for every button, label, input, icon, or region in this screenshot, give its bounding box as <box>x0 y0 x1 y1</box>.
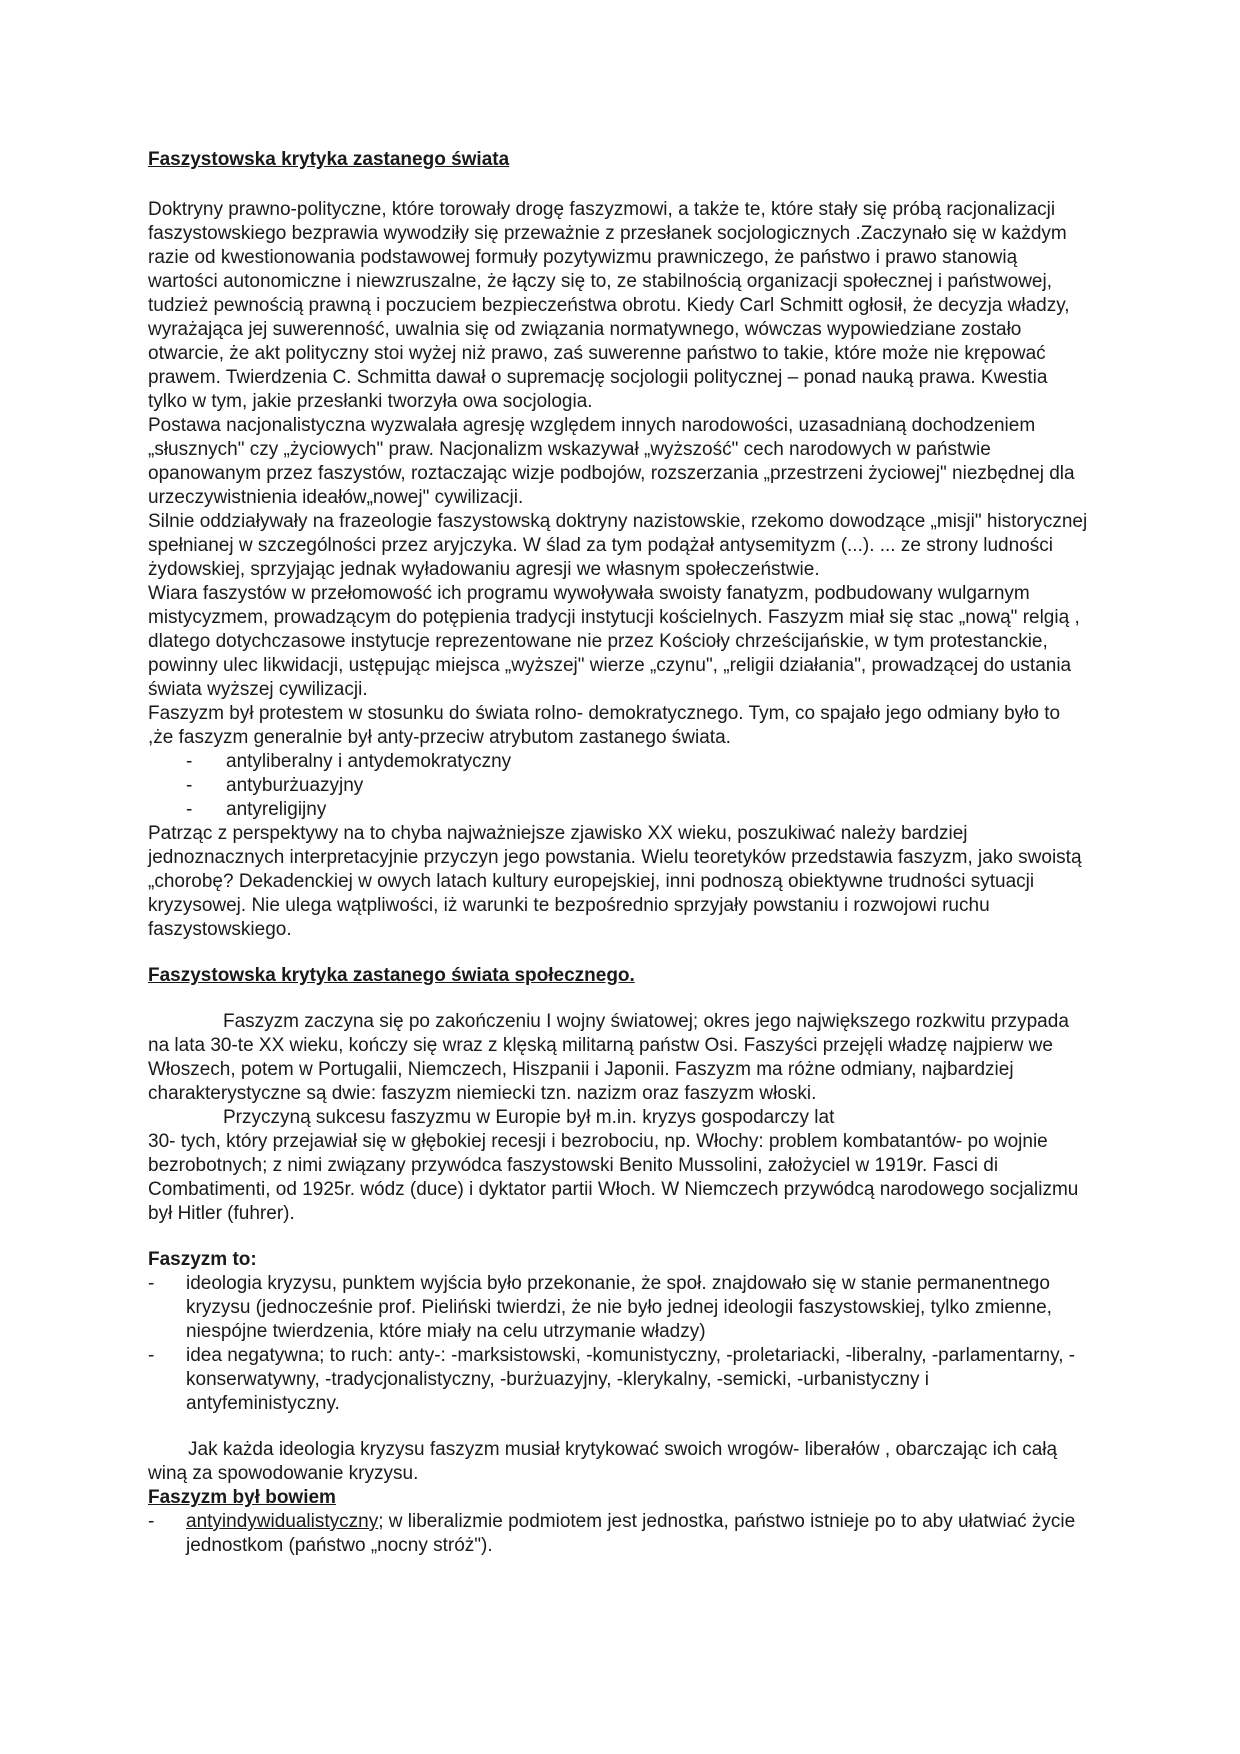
section2-title: Faszystowska krytyka zastanego świata społecznego. <box>148 965 635 986</box>
list-item: - idea negatywna; to ruch: anty-: -marksistowski, -komunistyczny, -proletariacki, -liberalny, -parlamentarny, -konserwatywny, -tradycjonalistyczny, -burżuazyjny, -klerykalny, -semicki, -urbanistyczny i antyfeministyczny. <box>148 1345 1076 1414</box>
section2-subtitle-2: Faszyzm był bowiem <box>148 1487 336 1508</box>
section1-title: Faszystowska krytyka zastanego świata <box>148 149 510 170</box>
list-item: - antyliberalny i antydemokratyczny <box>186 751 512 772</box>
section1-paragraph-3: Silnie oddziaływały na frazeologie faszystowską doktryny nazistowskie, rzekomo dowodzące „misji" historycznej spełnianej w szczególności przez aryjczyka. W ślad za tym podążał antysemityzm (...). ... ze strony ludności żydowskiej, sprzyjając jednak wyładowaniu agresji we własnym społeczeństwie. <box>148 511 1088 580</box>
list-item: - antyindywidualistyczny; w liberalizmie podmiotem jest jednostka, państwo istnieje po to aby ułatwiać życie jednostkom (państwo „nocny stróż"). <box>148 1511 1076 1556</box>
document-body <box>148 148 1088 1558</box>
section1-paragraph-1: Doktryny prawno-polityczne, które torowały drogę faszyzmowi, a także te, które stały się próbą racjonalizacji faszystowskiego bezprawia wywodziły się przeważnie z przesłanek socjologicznych .Zaczynało się w każdym razie od kwestionowania podstawowej formuły pozytywizmu prawniczego, że państwo i prawo stanowią wartości autonomiczne i niewzruszalne, że łączy się to, ze stabilnością organizacji społecznej i państwowej, tudzież pewnością prawną i poczuciem bezpieczeństwa obrotu. Kiedy Carl Schmitt ogłosił, że decyzja władzy, wyrażająca jej suwerenność, uwalnia się od związania normatywnego, wówczas wypowiedziane zostało otwarcie, że akt polityczny stoi wyżej niż prawo, zaś suwerenne państwo to takie, które może nie krępować prawem. Twierdzenia C. Schmitta dawał o supremację socjologii politycznej – ponad nauką prawa. Kwestia tylko w tym, jakie przesłanki tworzyła owa socjologia. <box>148 199 1070 412</box>
list-item: - antyreligijny <box>186 799 327 820</box>
section1-paragraph-6: Patrząc z perspektywy na to chyba najważniejsze zjawisko XX wieku, poszukiwać należy bardziej jednoznacznych interpretacyjnie przyczyn jego powstania. Wielu teoretyków przedstawia faszyzm, jako swoistą „chorobę? Dekadenckiej w owych latach kultury europejskiej, inni podnoszą obiektywne trudności sytuacji kryzysowej. Nie ulega wątpliwości, iż warunki te bezpośrednio sprzyjały powstaniu i rozwojowi ruchu faszystowskiego. <box>148 823 1082 940</box>
section2-list <box>148 1272 1088 1416</box>
section1-paragraph-2: Postawa nacjonalistyczna wyzwalała agresję względem innych narodowości, uzasadnianą dochodzeniem „słusznych" czy „życiowych" praw. Nacjonalizm wskazywał „wyższość" cech narodowych w państwie opanowanym przez faszystów, roztaczając wizje podbojów, rozszerzania „przestrzeni życiowej" niezbędnej dla urzeczywistnienia ideałów„nowej" cywilizacji. <box>148 415 1075 508</box>
section1-paragraph-5: Faszyzm był protestem w stosunku do świata rolno- demokratycznego. Tym, co spajało jego odmiany było to ,że faszyzm generalnie był anty-przeciw atrybutom zastanego świata. <box>148 703 1061 748</box>
section1-list <box>148 750 1088 822</box>
list-item: - ideologia kryzysu, punktem wyjścia było przekonanie, że społ. znajdowało się w stanie permanentnego kryzysu (jednocześnie prof. Pieliński twierdzi, że nie było jednej ideologii faszystowskiej, tylko zmienne, niespójne twierdzenia, które miały na celu utrzymanie władzy) <box>148 1273 1052 1342</box>
section2-paragraph-1: Faszyzm zaczyna się po zakończeniu I wojny światowej; okres jego największego rozkwitu przypada na lata 30-te XX wieku, kończy się wraz z klęską militarną państw Osi. Faszyści przejęli władzę najpierw we Włoszech, potem w Portugalii, Niemczech, Hiszpanii i Japonii. Faszyzm ma różne odmiany, najbardziej charakterystyczne są dwie: faszyzm niemiecki tzn. nazizm oraz faszyzm włoski. <box>148 1011 1069 1104</box>
section2-paragraph-3: Jak każda ideologia kryzysu faszyzm musiał krytykować swoich wrogów- liberałów , obarczając ich całą winą za spowodowanie kryzysu. <box>148 1439 1058 1484</box>
section2-list-2 <box>148 1510 1088 1558</box>
list-item: - antyburżuazyjny <box>186 775 364 796</box>
term-underlined: antyindywidualistyczny <box>186 1511 379 1532</box>
section2-subtitle: Faszyzm to: <box>148 1249 257 1270</box>
section2-paragraph-2b: 30- tych, który przejawiał się w głębokiej recesji i bezrobociu, np. Włochy: problem kombatantów- po wojnie bezrobotnych; z nimi związany przywódca faszystowski Benito Mussolini, założyciel w 1919r. Fasci di Combatimenti, od 1925r. wódz (duce) i dyktator partii Włoch. W Niemczech przywódcą narodowego socjalizmu był Hitler (fuhrer). <box>148 1131 1079 1224</box>
section1-paragraph-4: Wiara faszystów w przełomowość ich programu wywoływała swoisty fanatyzm, podbudowany wulgarnym mistycyzmem, prowadzącym do potępienia tradycji instytucji kościelnych. Faszyzm miał się stac „nową" relgią , dlatego dotychczasowe instytucje reprezentowane nie przez Kościoły chrześcijańskie, w tym protestanckie, powinny ulec likwidacji, ustępując miejsca „wyższej" wierze „czynu", „religii działania", prowadzącej do ustania świata wyższej cywilizacji. <box>148 583 1080 700</box>
section2-paragraph-2a: Przyczyną sukcesu faszyzmu w Europie był m.in. kryzys gospodarczy lat <box>223 1107 835 1128</box>
